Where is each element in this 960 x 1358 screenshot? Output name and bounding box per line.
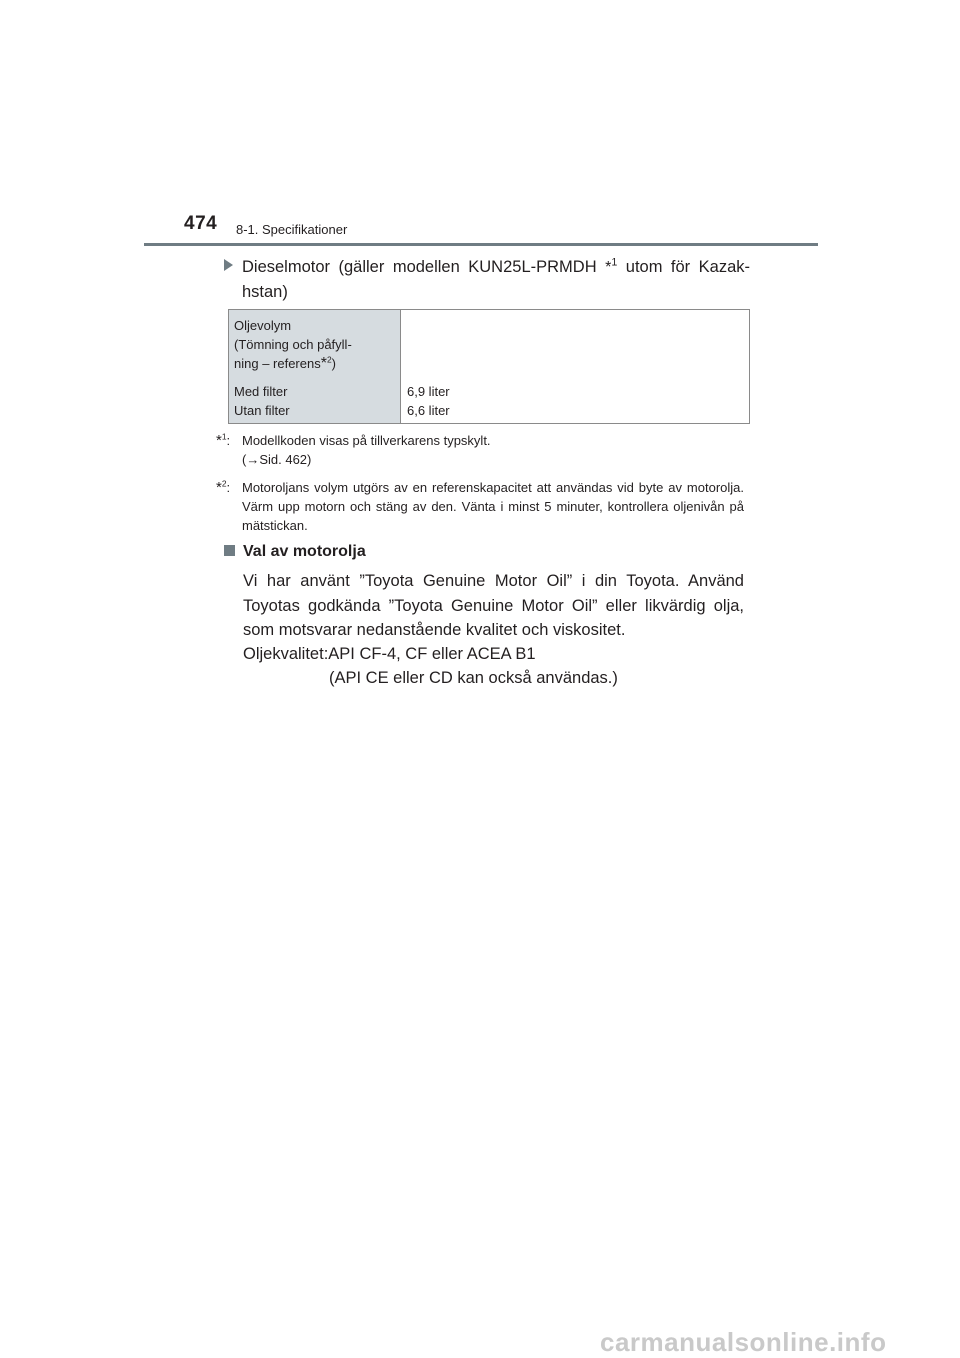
table-header-line3: ning – referens bbox=[234, 356, 321, 371]
table-header-footnote-ref: 2 bbox=[326, 354, 332, 365]
table-header-line2: (Tömning och påfyll- bbox=[234, 337, 352, 352]
engine-subheading: Dieselmotor (gäller modellen KUN25L-PRMDH *$^1$ utom för Kazak-hstan) bbox=[222, 255, 750, 304]
footnote-text: Motoroljans volym utgörs av en referenskapacitet att användas vid byte av motorolja. Värm upp motorn och stäng av den. Vänta i minst 5 minuter, kontrollera oljenivån på mätstickan. bbox=[242, 480, 744, 533]
table-row-label: Utan filter bbox=[234, 403, 290, 418]
oil-quality-line: Oljekvalitet:API CF-4, CF eller ACEA B1 bbox=[243, 645, 536, 663]
subheading-footnote-ref: 1 bbox=[611, 256, 618, 269]
footnote-number: 2 bbox=[221, 478, 227, 489]
section-title: 8-1. Specifikationer bbox=[236, 222, 348, 237]
table-header-line1: Oljevolym bbox=[234, 318, 292, 333]
triangle-bullet-icon bbox=[224, 259, 233, 271]
oil-volume-table bbox=[228, 309, 750, 424]
footnote-page-ref: (→Sid. 462) bbox=[242, 452, 312, 467]
table-row-labels bbox=[234, 382, 290, 420]
section-heading bbox=[224, 542, 366, 562]
watermark: carmanualsonline.info bbox=[600, 1327, 887, 1357]
table-row-label: Med filter bbox=[234, 384, 288, 399]
page-number: 474 bbox=[184, 213, 218, 234]
footnote-1: *$^1$: Modellkoden visas på tillverkarens typskylt. (→Sid. 462) bbox=[216, 431, 491, 467]
subheading-text-a: Dieselmotor (gäller modellen KUN25L-PRMDH bbox=[242, 258, 606, 276]
table-row-value: 6,9 liter bbox=[407, 384, 450, 399]
oil-paragraph: Vi har använt ”Toyota Genuine Motor Oil” i din Toyota. Använd Toyotas godkända ”Toyota Genuine Motor Oil” eller likvärdig olja, som motsvarar nedanstående kvalitet och viskositet. bbox=[243, 572, 744, 639]
oil-quality-alt: (API CE eller CD kan också användas.) bbox=[329, 669, 618, 687]
table-header-cell: Oljevolym (Tömning och påfyll- ning – referens*$^2$) bbox=[234, 318, 352, 372]
square-bullet-icon bbox=[224, 545, 235, 556]
table-row-values bbox=[407, 382, 450, 420]
section-heading-text: Val av motorolja bbox=[243, 543, 366, 560]
footnote-number: 1 bbox=[221, 431, 227, 442]
subheading-text-b: utom för Kazak-hstan) bbox=[242, 258, 751, 301]
footnote-2: *$^2$: Motoroljans volym utgörs av en referenskapacitet att användas vid byte av motorolja. Värm upp motorn och stäng av den. Vänta i minst 5 minuter, kontrollera oljenivån på mätstickan. bbox=[216, 478, 744, 533]
header-rule bbox=[144, 243, 818, 246]
footnote-text: Modellkoden visas på tillverkarens typskylt. bbox=[242, 433, 491, 448]
table-row-value: 6,6 liter bbox=[407, 403, 450, 418]
